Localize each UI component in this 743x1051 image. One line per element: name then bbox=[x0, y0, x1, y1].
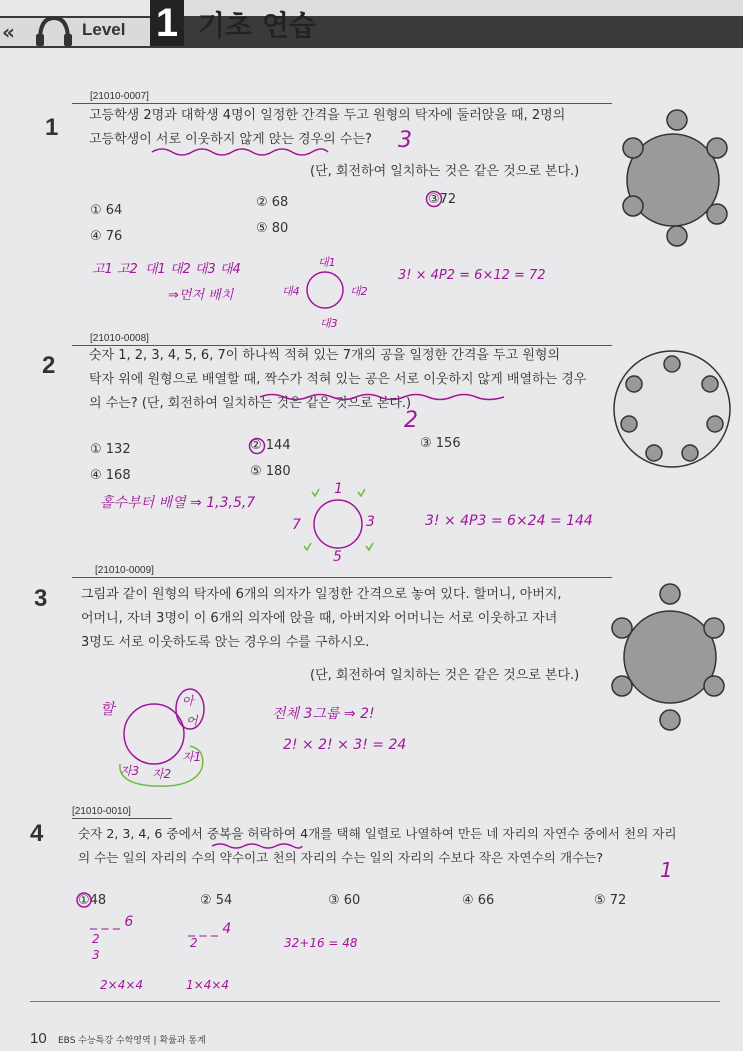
problem-4-number: 4 bbox=[30, 820, 44, 847]
problem-3-hand-calc-2: 2! × 2! × 3! = 24 bbox=[283, 737, 407, 753]
problem-1-choice-5[interactable]: ⑤ 80 bbox=[256, 221, 289, 236]
problem-3-circle-label-3: 어 bbox=[186, 714, 198, 728]
problem-3-line-3: 3명도 서로 이웃하도록 앉는 경우의 수를 구하시오. bbox=[81, 635, 370, 650]
level-number: 1 bbox=[150, 0, 184, 46]
problem-2-choice-3[interactable]: ③ 156 bbox=[420, 436, 461, 451]
problem-2-hand-answer: 2 bbox=[404, 408, 418, 433]
problem-2-circle-label-3: 5 bbox=[333, 549, 342, 565]
problem-1-circle-label-2: 대2 bbox=[350, 285, 368, 298]
problem-1-note: (단, 회전하여 일치하는 것은 같은 것으로 본다.) bbox=[310, 164, 580, 179]
problem-3-number: 3 bbox=[34, 585, 48, 612]
problem-2-hand-calc: 3! × 4P3 = 6×24 = 144 bbox=[425, 513, 593, 529]
problem-3-divider bbox=[72, 577, 612, 578]
problem-2-circle-label-2: 3 bbox=[366, 514, 375, 530]
page-number: 10 bbox=[30, 1030, 47, 1047]
problem-3-circle-label-4: 자1 bbox=[182, 750, 202, 764]
problem-1-table-figure bbox=[615, 110, 735, 250]
problem-1-underline bbox=[150, 146, 330, 156]
problem-4-case1-first-a: 2 bbox=[92, 932, 100, 946]
problem-1-line-2: 고등학생이 서로 이웃하지 않게 앉는 경우의 수는? bbox=[89, 132, 372, 147]
problem-2-line-1: 숫자 1, 2, 3, 4, 5, 6, 7이 하나씩 적혀 있는 7개의 공을 일정한 간격을 두고 원형의 bbox=[89, 348, 561, 363]
problem-4-case2: _ _ _ 4 bbox=[188, 921, 232, 937]
section-title: 기초 연습 bbox=[198, 9, 316, 42]
problem-1-answer-circle bbox=[425, 190, 443, 208]
problem-4-case2-first: 2 bbox=[190, 936, 198, 950]
problem-2-line-3: 의 수는? (단, 회전하여 일치하는 것은 같은 것으로 본다.) bbox=[89, 396, 412, 411]
problem-4-line-2: 의 수는 일의 자리의 수의 약수이고 천의 자리의 수는 일의 자리의 수보다 작은 자연수의 개수는? bbox=[78, 850, 604, 865]
level-tab bbox=[0, 18, 150, 46]
problem-2-underline bbox=[258, 392, 508, 402]
problem-1-choice-1[interactable]: ① 64 bbox=[90, 203, 123, 218]
problem-3-text bbox=[81, 583, 562, 655]
problem-2-id: [21010-0008] bbox=[90, 333, 149, 344]
problem-1-circle-label-4: 대4 bbox=[282, 285, 300, 298]
problem-2-table-figure bbox=[612, 346, 732, 472]
problem-1-hand-circle bbox=[305, 270, 345, 310]
problem-3-circle-label-2: 아 bbox=[182, 694, 194, 708]
problem-4-choice-3[interactable]: ③ 60 bbox=[328, 893, 361, 908]
problem-2-choice-2[interactable]: ② 144 bbox=[250, 438, 291, 453]
problem-3-table-figure bbox=[608, 582, 728, 732]
problem-1-number: 1 bbox=[45, 114, 59, 141]
problem-1-hand-answer: 3 bbox=[398, 128, 412, 153]
problem-2-circle-label-1: 1 bbox=[334, 481, 343, 497]
problem-2-number: 2 bbox=[42, 352, 56, 379]
problem-4-hand-answer: 1 bbox=[660, 858, 673, 882]
problem-4-hand-prod-2: 1×4×4 bbox=[186, 978, 230, 992]
problem-2-choice-1[interactable]: ① 132 bbox=[90, 442, 131, 457]
headphones-icon bbox=[34, 14, 74, 48]
book-title: EBS 수능특강 수학영역 | 확률과 통계 bbox=[58, 1036, 206, 1046]
problem-4-case1: _ _ _ 6 bbox=[90, 914, 134, 930]
problem-1-hand-label-1: 고1 고2 bbox=[92, 262, 138, 277]
problem-4-hand-sum: 32+16 = 48 bbox=[284, 936, 358, 950]
problem-2-line-2: 탁자 위에 원형으로 배열할 때, 짝수가 적혀 있는 공은 서로 이웃하지 않게 배열하는 경우 bbox=[89, 372, 587, 387]
problem-4-id: [21010-0010] bbox=[72, 806, 131, 817]
problem-1-circle-label-3: 대3 bbox=[320, 317, 338, 330]
problem-1-text bbox=[89, 104, 565, 152]
problem-4-choice-2[interactable]: ② 54 bbox=[200, 893, 233, 908]
problem-4-choice-5[interactable]: ⑤ 72 bbox=[594, 893, 627, 908]
problem-1-circle-label-1: 대1 bbox=[318, 256, 336, 269]
problem-2-choice-5[interactable]: ⑤ 180 bbox=[250, 464, 291, 479]
problem-4-choice-1[interactable]: ①48 bbox=[78, 893, 107, 908]
problem-1-hand-label-2: 대1 대2 대3 대4 bbox=[145, 262, 241, 277]
problem-4-choice-4[interactable]: ④ 66 bbox=[462, 893, 495, 908]
problem-3-line-2: 어머니, 자녀 3명이 이 6개의 의자에 앉을 때, 아버지와 어머니는 서로 이웃하고 자녀 bbox=[81, 611, 558, 626]
problem-4-text bbox=[78, 822, 677, 870]
footer-divider bbox=[30, 1001, 720, 1002]
problem-1-choice-3[interactable]: ③72 bbox=[428, 192, 457, 207]
problem-4-underline bbox=[210, 842, 304, 850]
problem-1-hand-calc: 3! × 4P2 = 6×12 = 72 bbox=[398, 268, 546, 283]
problem-3-circle-label-1: 할 bbox=[100, 700, 115, 718]
level-label: Level bbox=[82, 20, 126, 39]
problem-1-hand-label-3: ⇒먼저 배치 bbox=[168, 288, 234, 303]
problem-3-line-1: 그림과 같이 원형의 탁자에 6개의 의자가 일정한 간격으로 놓여 있다. 할머니, 아버지, bbox=[81, 587, 562, 602]
problem-1-id: [21010-0007] bbox=[90, 91, 149, 102]
problem-3-hand-calc-1: 전체 3그룹 ⇒ 2! bbox=[272, 706, 375, 722]
problem-4-divider bbox=[72, 818, 172, 819]
problem-2-answer-circle bbox=[248, 437, 266, 455]
problem-4-answer-circle bbox=[76, 892, 92, 908]
problem-4-case1-first-b: 3 bbox=[92, 948, 100, 962]
problem-2-circle-label-4: 7 bbox=[292, 517, 301, 533]
problem-3-circle-label-6: 자3 bbox=[120, 764, 140, 778]
problem-1-choice-4[interactable]: ④ 76 bbox=[90, 229, 123, 244]
problem-3-note: (단, 회전하여 일치하는 것은 같은 것으로 본다.) bbox=[310, 668, 580, 683]
problem-2-choice-4[interactable]: ④ 168 bbox=[90, 468, 131, 483]
problem-2-text bbox=[89, 344, 586, 416]
problem-2-hand-label: 홀수부터 배열 ⇒ 1,3,5,7 bbox=[100, 495, 256, 511]
problem-3-circle-label-5: 자2 bbox=[152, 767, 172, 781]
problem-4-line-1: 숫자 2, 3, 4, 6 중에서 중복을 허락하여 4개를 택해 일렬로 나열하여 만든 네 자리의 자연수 중에서 천의 자리 bbox=[78, 826, 677, 841]
problem-1-choice-2[interactable]: ② 68 bbox=[256, 195, 289, 210]
problem-4-hand-prod-1: 2×4×4 bbox=[100, 978, 144, 992]
problem-3-id: [21010-0009] bbox=[95, 565, 154, 576]
problem-1-line-1: 고등학생 2명과 대학생 4명이 일정한 간격을 두고 원형의 탁자에 둘러앉을 때, 2명의 bbox=[89, 108, 566, 123]
chevron-left-icon: « bbox=[2, 20, 15, 44]
